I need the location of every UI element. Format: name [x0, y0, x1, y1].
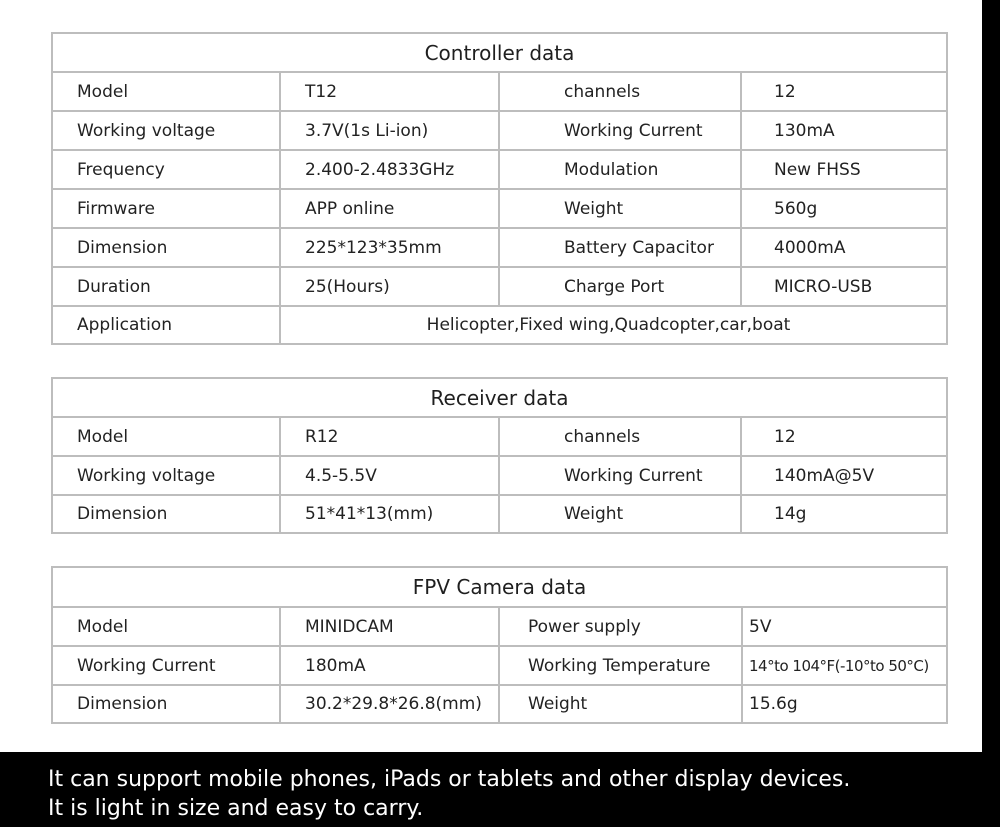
- spec-label: Weight: [500, 686, 743, 722]
- table-row: [53, 151, 946, 190]
- footer-caption: [48, 765, 850, 823]
- spec-value: T12: [281, 73, 500, 110]
- spec-value: MINIDCAM: [281, 608, 500, 645]
- spec-label: Model: [53, 608, 281, 645]
- spec-value: 5V: [749, 616, 772, 637]
- spec-value: 12: [774, 426, 796, 447]
- spec-label: Duration: [53, 268, 281, 305]
- spec-value: R12: [281, 418, 500, 455]
- spec-label: Working voltage: [53, 112, 281, 149]
- footer-line-1: It can support mobile phones, iPads or tablets and other display devices.: [48, 767, 851, 792]
- spec-value: 130mA: [774, 120, 835, 141]
- spec-label: Charge Port: [500, 268, 742, 305]
- spec-label: Model: [53, 73, 281, 110]
- application-label: Application: [53, 307, 281, 343]
- camera-title: FPV Camera data: [53, 568, 946, 608]
- table-row: [53, 73, 946, 112]
- spec-label: Working Current: [53, 647, 281, 684]
- spec-value: 14°to 104°F(-10°to 50°C): [749, 656, 929, 675]
- spec-label: Working Current: [500, 112, 742, 149]
- spec-value: 25(Hours): [281, 268, 500, 305]
- table-row: [53, 229, 946, 268]
- spec-value: MICRO-USB: [774, 276, 873, 297]
- table-row: [53, 496, 946, 532]
- table-row: [53, 418, 946, 457]
- spec-value: 15.6g: [749, 694, 798, 714]
- spec-label: Frequency: [53, 151, 281, 188]
- table-row: [53, 686, 946, 722]
- spec-value: 180mA: [281, 647, 500, 684]
- table-row: [53, 647, 946, 686]
- spec-label: Model: [53, 418, 281, 455]
- spec-label: Battery Capacitor: [500, 229, 742, 266]
- spec-label: Dimension: [53, 496, 281, 532]
- spec-label: Weight: [500, 496, 742, 532]
- table-row: [53, 608, 946, 647]
- spec-value: 560g: [774, 198, 818, 219]
- spec-label: Working voltage: [53, 457, 281, 494]
- spec-label: channels: [500, 73, 742, 110]
- spec-value: 14g: [774, 504, 807, 524]
- spec-value: 3.7V(1s Li-ion): [281, 112, 500, 149]
- controller-table: [51, 32, 948, 345]
- spec-value: 12: [774, 81, 796, 102]
- receiver-title: Receiver data: [53, 379, 946, 418]
- table-row: [53, 268, 946, 307]
- spec-value: 2.400-2.4833GHz: [281, 151, 500, 188]
- receiver-table: [51, 377, 948, 534]
- spec-value: 4.5-5.5V: [281, 457, 500, 494]
- spec-label: Modulation: [500, 151, 742, 188]
- table-row: [53, 457, 946, 496]
- spec-label: Firmware: [53, 190, 281, 227]
- spec-value: 4000mA: [774, 237, 846, 258]
- camera-table: [51, 566, 948, 724]
- spec-value: New FHSS: [774, 159, 861, 180]
- spec-label: channels: [500, 418, 742, 455]
- spec-label: Working Temperature: [500, 647, 743, 684]
- table-row: [53, 112, 946, 151]
- spec-label: Dimension: [53, 229, 281, 266]
- spec-value: 225*123*35mm: [281, 229, 500, 266]
- table-row: [53, 190, 946, 229]
- spec-value: 140mA@5V: [774, 465, 875, 486]
- footer-line-2: It is light in size and easy to carry.: [48, 796, 424, 821]
- table-row: [53, 307, 946, 343]
- controller-title: Controller data: [53, 34, 946, 73]
- application-value: Helicopter,Fixed wing,Quadcopter,car,boat: [426, 315, 791, 335]
- spec-label: Working Current: [500, 457, 742, 494]
- spec-label: Dimension: [53, 686, 281, 722]
- spec-value: 51*41*13(mm): [281, 496, 500, 532]
- spec-label: Power supply: [500, 608, 743, 645]
- spec-value: 30.2*29.8*26.8(mm): [281, 686, 500, 722]
- spec-value: APP online: [281, 190, 500, 227]
- spec-label: Weight: [500, 190, 742, 227]
